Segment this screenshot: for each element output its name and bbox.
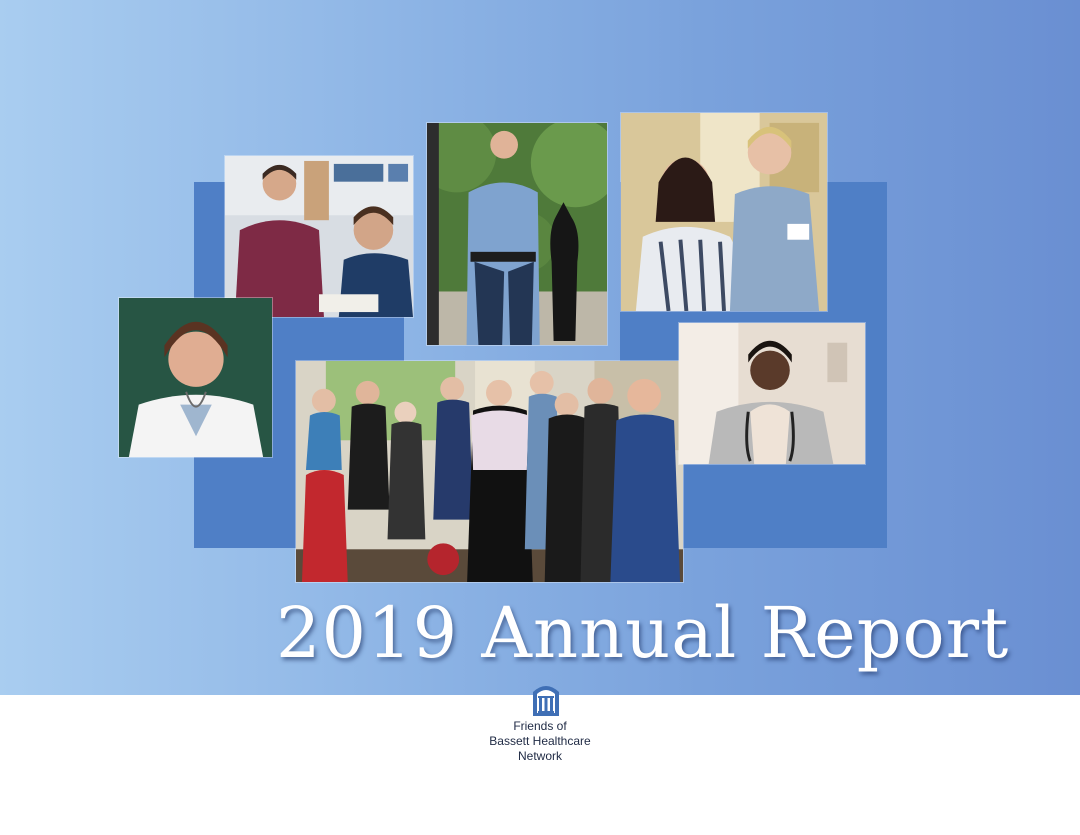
logo-line-2: Bassett Healthcare: [489, 734, 591, 748]
photo-provider-with-child: [224, 155, 414, 318]
photo-nurses-smiling: [620, 112, 828, 312]
report-title: 2019 Annual Report: [276, 592, 1010, 674]
photo-physician-white-coat: [118, 297, 273, 458]
logo-text: [440, 719, 640, 764]
photo-clinician-stethoscope: [678, 322, 866, 465]
logo-line-3: Network: [517, 749, 562, 763]
arch-building-icon: [530, 680, 562, 718]
photo-security-officer-with-dog: [426, 122, 608, 346]
logo-line-1: Friends of: [513, 719, 567, 733]
photo-group-friends: [295, 360, 684, 583]
